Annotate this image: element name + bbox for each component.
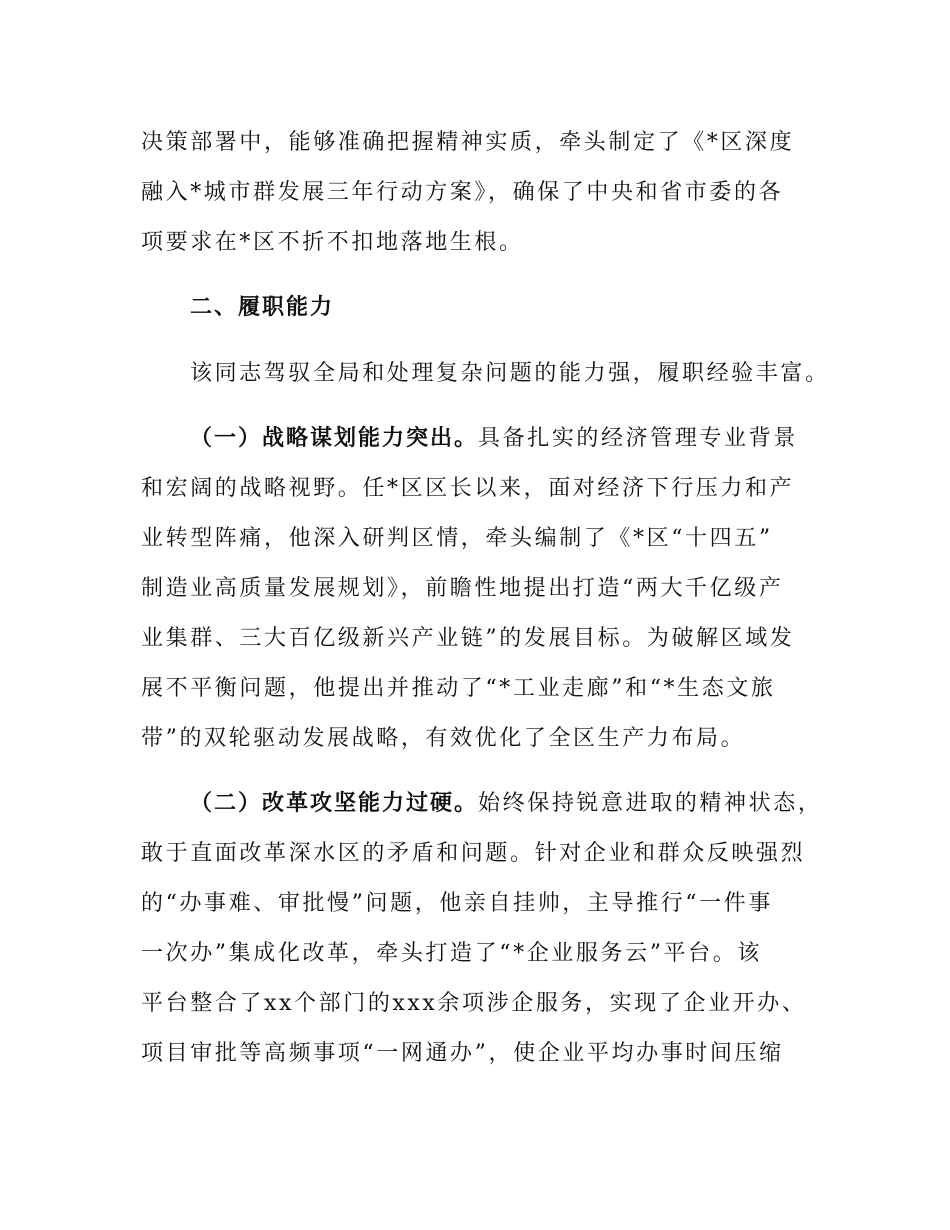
subsection-1-line-6: 展不平衡问题，他提出并推动了“*工业走廊”和“*生态文旅 xyxy=(141,676,776,701)
subsection-2-line-6: 项目审批等高频事项“一网通办”，使企业平均办事时间压缩 xyxy=(141,1041,784,1066)
subsection-2-line-2: 敢于直面改革深水区的矛盾和问题。针对企业和群众反映强烈 xyxy=(141,841,806,866)
section-heading: 二、履职能力 xyxy=(190,295,335,320)
paragraph-1-line-3: 项要求在*区不折不扣地落地生根。 xyxy=(141,230,524,255)
intro-paragraph: 该同志驾驭全局和处理复杂问题的能力强，履职经验丰富。 xyxy=(190,361,830,386)
subsection-1-line-4: 制造业高质量发展规划》，前瞻性地提出打造“两大千亿级产 xyxy=(141,576,784,601)
subsection-1-line-1 xyxy=(190,424,798,454)
subsection-2-line-5: 平台整合了xx个部门的xxx余项涉企服务，实现了企业开办、 xyxy=(141,991,807,1016)
subsection-2-line-3: 的“办事难、审批慢”问题，他亲自挂帅，主导推行“一件事 xyxy=(141,891,773,916)
subsection-1-line-3: 业转型阵痛，他深入研判区情，牵头编制了《*区“十四五” xyxy=(141,526,773,551)
subsection-1-title: （一）战略谋划能力突出。 xyxy=(190,426,479,451)
paragraph-1-line-2: 融入*城市群发展三年行动方案》，确保了中央和省市委的各 xyxy=(141,180,784,205)
subsection-1-line-7: 带”的双轮驱动发展战略，有效优化了全区生产力布局。 xyxy=(141,726,746,751)
subsection-1-line-2: 和宏阔的战略视野。任*区区长以来，面对经济下行压力和产 xyxy=(141,476,795,501)
subsection-2-title: （二）改革攻坚能力过硬。 xyxy=(190,791,479,816)
subsection-1-line-5: 业集群、三大百亿级新兴产业链”的发展目标。为破解区域发 xyxy=(141,626,795,651)
subsection-1-line-1-text: 具备扎实的经济管理专业背景 xyxy=(478,426,798,451)
subsection-2-line-4: 一次办”集成化改革，牵头打造了“*企业服务云”平台。该 xyxy=(141,941,762,966)
subsection-2-line-1-text: 始终保持锐意进取的精神状态， xyxy=(478,791,823,816)
paragraph-1-line-1: 决策部署中，能够准确把握精神实质，牵头制定了《*区深度 xyxy=(141,130,795,155)
subsection-2-line-1 xyxy=(190,789,822,819)
